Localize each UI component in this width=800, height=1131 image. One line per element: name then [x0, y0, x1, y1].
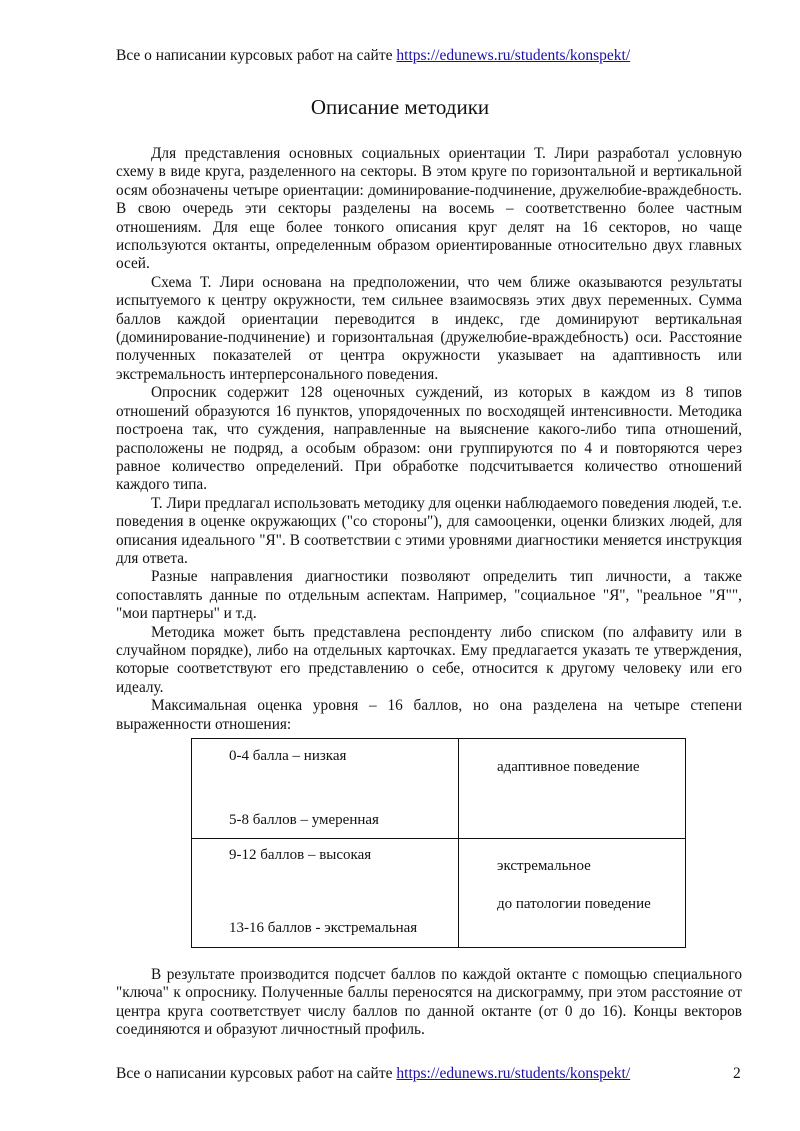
table-cell-behavior: [459, 739, 686, 839]
paragraph: Максимальная оценка уровня – 16 баллов, но она разделена на четыре степени выраженности отношения:: [116, 697, 742, 733]
body-text: [116, 145, 742, 734]
paragraph: Т. Лири предлагал использовать методику для оценки наблюдаемого поведения людей, т.е. поведения в оценке окружающих ("со стороны"), для самооценки, оценки близких людей, для описания идеального "Я". В соответствии с этими уровнями диагностики меняется инструкция для ответа.: [116, 494, 742, 567]
footer-link[interactable]: https://edunews.ru/students/konspekt/: [396, 1065, 631, 1082]
footer-text: Все о написании курсовых работ на сайте: [116, 1065, 397, 1082]
table-cell-levels: [192, 739, 459, 839]
table-cell-behavior: [459, 839, 686, 948]
page-header: [116, 47, 630, 65]
paragraph: Опросник содержит 128 оценочных суждений, из которых в каждом из 8 типов отношений образуются 16 пунктов, упорядоченных по восходящей интенсивности. Методика построена так, что суждения, направленные на выяснение какого-либо типа отношений, расположены не подряд, а особым образом: они группируются по 4 и повторяются через равное количество определений. При обработке подсчитывается количество отношений каждого типа.: [116, 384, 742, 494]
behavior-extreme: экстремальное: [497, 858, 591, 874]
paragraph: В результате производится подсчет баллов по каждой октанте с помощью специального "ключа" к опроснику. Полученные баллы переносятся на дискограмму, при этом расстояние от центра круга соответствует числу баллов по данной октанте (от 0 до 16). Концы векторов соединяются и образуют личностный профиль.: [116, 966, 742, 1039]
page-number: 2: [733, 1065, 741, 1082]
level-extreme: 13-16 баллов - экстремальная: [229, 920, 418, 936]
behavior-adaptive: адаптивное поведение: [497, 759, 640, 775]
table-cell-levels: [192, 839, 459, 948]
level-moderate: 5-8 баллов – умеренная: [229, 812, 379, 828]
paragraph: Разные направления диагностики позволяют определить тип личности, а также сопоставлять данные по отдельным аспектам. Например, "социальное "Я", "реальное "Я"", "мои партнеры" и т.д.: [116, 568, 742, 623]
level-high: 9-12 баллов – высокая: [229, 847, 372, 863]
paragraph: Для представления основных социальных ориентации Т. Лири разработал условную схему в виде круга, разделенного на секторы. В этом круге по горизонтальной и вертикальной осям обозначены четыре ориентации: доминирование-подчинение, дружелюбие-враждебность. В свою очередь эти секторы разделены на восемь – соответственно более частным отношениям. Для еще более тонкого описания круг делят на 16 секторов, но чаще используются октанты, определенным образом ориентированные относительно двух главных осей.: [116, 145, 742, 273]
header-link[interactable]: https://edunews.ru/students/konspekt/: [396, 47, 631, 64]
levels-table: [191, 738, 686, 948]
paragraph: Методика может быть представлена респонденту либо списком (по алфавиту или в случайном порядке), либо на отдельных карточках. Ему предлагается указать те утверждения, которые соответствуют его представлению о себе, относится к другому человеку или его идеалу.: [116, 623, 742, 696]
page-footer: [116, 1065, 630, 1083]
header-text: Все о написании курсовых работ на сайте: [116, 47, 397, 64]
table-row: [192, 839, 686, 948]
page-title: Описание методики: [310, 95, 490, 119]
paragraph: Схема Т. Лири основана на предположении, что чем ближе оказываются результаты испытуемого к центру окружности, тем сильнее взаимосвязь этих двух переменных. Сумма баллов каждой ориентации переводится в индекс, где доминируют вертикальная (доминирование-подчинение) и горизонтальная (дружелюбие-враждебность) оси. Расстояние полученных показателей от центра окружности указывает на адаптивность или экстремальность интерперсонального поведения.: [116, 273, 742, 383]
table-row: [192, 739, 686, 839]
body-text-after-table: [116, 966, 742, 1040]
behavior-pathology: до патологии поведение: [497, 896, 651, 912]
level-low: 0-4 балла – низкая: [229, 748, 347, 764]
